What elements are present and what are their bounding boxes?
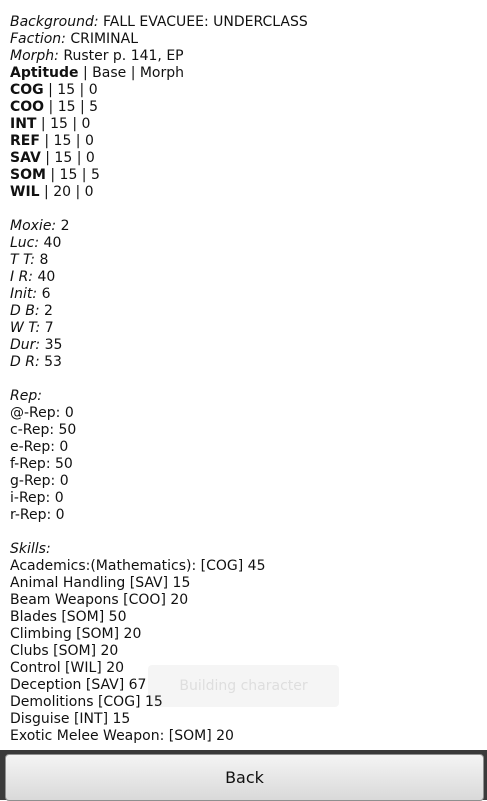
rep-item: @-Rep: 0	[10, 405, 74, 421]
spacer	[10, 524, 480, 541]
skill-item: Disguise [INT] 15	[10, 711, 131, 727]
aptitude-name: REF	[10, 133, 40, 149]
morph-label: Morph:	[10, 48, 59, 64]
aptitude-name: SOM	[10, 167, 46, 183]
stat-line	[10, 337, 480, 354]
aptitude-name: SAV	[10, 150, 41, 166]
aptitude-name: WIL	[10, 184, 40, 200]
rep-item: c-Rep: 50	[10, 422, 77, 438]
back-button[interactable]: Back	[5, 754, 484, 801]
faction-value: CRIMINAL	[70, 31, 139, 47]
spacer	[10, 201, 480, 218]
aptitude-row	[10, 133, 480, 150]
background-line	[10, 14, 480, 31]
stat-label: Moxie:	[10, 218, 57, 234]
skill-item: Control [WIL] 20	[10, 660, 125, 676]
stat-line	[10, 354, 480, 371]
aptitude-row	[10, 184, 480, 201]
stat-value: 40	[43, 235, 62, 251]
stat-label: D R:	[10, 354, 40, 370]
aptitude-row	[10, 82, 480, 99]
aptitude-values: | 15 | 0	[40, 150, 95, 166]
stat-value: 7	[44, 320, 54, 336]
stat-value: 8	[39, 252, 49, 268]
aptitude-header-label: Aptitude	[10, 65, 79, 81]
stat-label: T T:	[10, 252, 35, 268]
aptitude-row	[10, 167, 480, 184]
faction-label: Faction:	[10, 31, 66, 47]
character-sheet	[10, 14, 480, 745]
stat-label: D B:	[10, 303, 40, 319]
skill-item: Climbing [SOM] 20	[10, 626, 142, 642]
stat-value: 40	[37, 269, 56, 285]
aptitude-header	[10, 65, 480, 82]
stat-line	[10, 235, 480, 252]
aptitude-row	[10, 150, 480, 167]
stat-label: I R:	[10, 269, 34, 285]
skill-item: Beam Weapons [COO] 20	[10, 592, 189, 608]
aptitude-values: | 15 | 5	[44, 99, 99, 115]
aptitude-values: | 15 | 5	[45, 167, 100, 183]
rep-item: e-Rep: 0	[10, 439, 69, 455]
rep-item: r-Rep: 0	[10, 507, 65, 523]
toast-message: Building character	[148, 665, 339, 707]
aptitude-name: INT	[10, 116, 37, 132]
aptitude-values: | 15 | 0	[39, 133, 94, 149]
background-value: FALL EVACUEE: UNDERCLASS	[103, 14, 308, 30]
faction-line	[10, 31, 480, 48]
stat-label: Init:	[10, 286, 38, 302]
skill-item: Academics:(Mathematics): [COG] 45	[10, 558, 266, 574]
aptitude-values: | 20 | 0	[39, 184, 94, 200]
stat-label: Dur:	[10, 337, 41, 353]
skill-item: Deception [SAV] 67	[10, 677, 147, 693]
rep-item: f-Rep: 50	[10, 456, 73, 472]
stat-value: 2	[60, 218, 70, 234]
rep-item: g-Rep: 0	[10, 473, 69, 489]
stat-line	[10, 252, 480, 269]
skill-item: Clubs [SOM] 20	[10, 643, 119, 659]
skills-title: Skills:	[10, 541, 51, 557]
aptitude-name: COO	[10, 99, 45, 115]
stat-line	[10, 269, 480, 286]
rep-item: i-Rep: 0	[10, 490, 64, 506]
stat-value: 53	[44, 354, 62, 370]
background-label: Background:	[10, 14, 99, 30]
stat-line	[10, 320, 480, 337]
aptitude-values: | 15 | 0	[36, 116, 91, 132]
stat-value: 2	[44, 303, 53, 319]
morph-value: Ruster p. 141, EP	[63, 48, 184, 64]
morph-line	[10, 48, 480, 65]
skill-item: Demolitions [COG] 15	[10, 694, 163, 710]
stat-value: 6	[41, 286, 51, 302]
stat-line	[10, 286, 480, 303]
aptitude-row	[10, 99, 480, 116]
stat-line	[10, 303, 480, 320]
stat-label: W T:	[10, 320, 41, 336]
skill-item: Exotic Melee Weapon: [SOM] 20	[10, 728, 234, 744]
aptitude-header-columns: | Base | Morph	[78, 65, 185, 81]
stat-label: Luc:	[10, 235, 40, 251]
skill-item: Blades [SOM] 50	[10, 609, 127, 625]
aptitude-name: COG	[10, 82, 44, 98]
aptitude-values: | 15 | 0	[43, 82, 98, 98]
spacer	[10, 371, 480, 388]
stat-value: 35	[44, 337, 63, 353]
aptitude-row	[10, 116, 480, 133]
rep-title: Rep:	[10, 388, 42, 404]
skill-item: Animal Handling [SAV] 15	[10, 575, 191, 591]
bottom-bar	[0, 750, 487, 800]
stat-line	[10, 218, 480, 235]
